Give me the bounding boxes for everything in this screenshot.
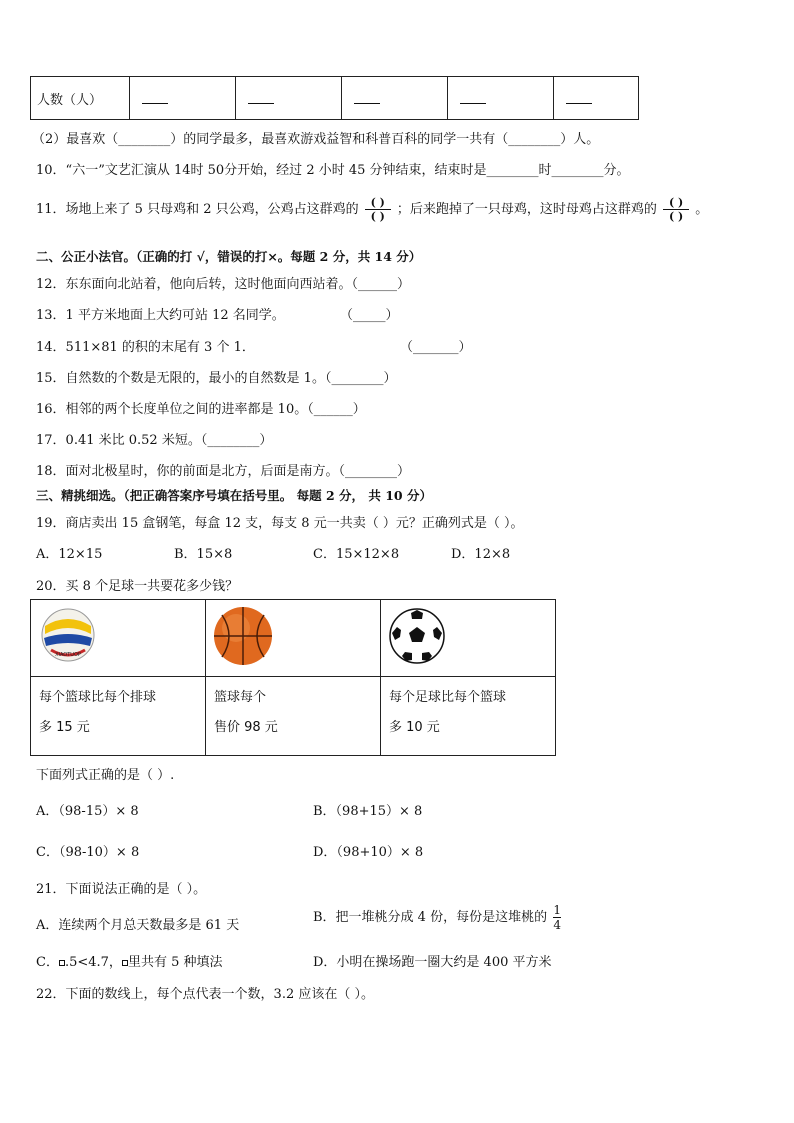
fraction-denominator: 4 (553, 918, 562, 932)
question-14: 14．511×81 的积的末尾有 3 个 1． (36, 340, 255, 355)
ball-info-line: 售价 98 元 (214, 720, 278, 735)
question-12: 12．东东面向北站着，他向后转，这时他面向西站着。（______） (36, 277, 411, 292)
question-20-option-b: B．（98+15）× 8 (313, 804, 423, 819)
fraction-numerator: 1 (553, 903, 562, 917)
fraction-blank (663, 196, 689, 223)
question-21-option-c-text: .5<4.7， (64, 955, 122, 970)
question-19-option-c: C．15×12×8 (313, 547, 400, 562)
question-21-option-b-text: B．把一堆桃分成 4 份，每份是这堆桃的 (313, 910, 548, 925)
question-20-option-a: A．（98-15）× 8 (36, 804, 139, 819)
question-19: 19．商店卖出 15 盒钢笔，每盒 12 支，每支 8 元一共卖（ ）元？正确列式是（ ）。 (36, 516, 524, 531)
fraction-one-quarter (553, 903, 561, 932)
question-21-option-c-text: 里共有 5 种填法 (127, 955, 223, 970)
question-16: 16．相邻的两个长度单位之间的进率都是 10。（______） (36, 402, 366, 417)
section-2-heading: 二、公正小法官。（正确的打 √，错误的打×。每题 2 分，共 14 分） (36, 249, 422, 264)
ball-image-cell (206, 600, 381, 677)
question-22: 22．下面的数线上，每个点代表一个数，3.2 应该在（ ）。 (36, 987, 374, 1002)
question-15: 15．自然数的个数是无限的，最小的自然数是 1。（________） (36, 371, 397, 386)
ball-info-cell (381, 677, 556, 756)
ball-price-table (30, 599, 556, 756)
ball-info-cell (31, 677, 206, 756)
table-blank-cell (130, 77, 236, 120)
question-17: 17．0.41 米比 0.52 米短。（________） (36, 433, 273, 448)
question-18: 18．面对北极星时，你的前面是北方，后面是南方。（________） (36, 464, 411, 479)
question-20-option-c: C．（98-10）× 8 (36, 845, 140, 860)
volleyball-icon (31, 600, 197, 672)
ball-info-cell (206, 677, 381, 756)
question-11-text-1: 11．场地上来了 5 只母鸡和 2 只公鸡，公鸡占这群鸡的 (36, 202, 359, 217)
ball-info-line: 多 15 元 (39, 720, 90, 735)
question-20-option-d: D．（98+10）× 8 (313, 845, 424, 860)
question-13: 13．1 平方米地面上大约可站 12 名同学。 (36, 308, 285, 323)
question-11 (36, 196, 708, 223)
volleyball-logo-text: XIAOTUOP (55, 652, 81, 658)
fraction-numerator: ( ) (668, 196, 684, 209)
table-blank-cell (236, 77, 342, 120)
question-21-option-d: D．小明在操场跑一圈大约是 400 平方米 (313, 955, 552, 970)
ball-info-line: 篮球每个 (214, 690, 267, 705)
question-21-option-a: A．连续两个月总天数最多是 61 天 (36, 918, 240, 933)
ball-image-cell (381, 600, 556, 677)
fraction-blank (365, 196, 391, 223)
question-14-blank: （_______） (400, 340, 472, 355)
ball-info-line: 每个篮球比每个排球 (39, 690, 157, 705)
ball-info-line: 多 10 元 (389, 720, 440, 735)
fraction-numerator: ( ) (370, 196, 385, 209)
question-11-text-2: ；后来跑掉了一只母鸡，这时母鸡占这群鸡的 (396, 202, 657, 217)
question-13-blank: （_____） (340, 308, 399, 323)
survey-table (30, 76, 639, 120)
question-10: 10．“六一”文艺汇演从 14时 50分开始，经过 2 小时 45 分钟结束，结束时是________时________分。 (36, 163, 630, 178)
question-20-prompt: 下面列式正确的是（ ）. (36, 768, 175, 783)
table-label-cell: 人数（人） (31, 77, 130, 120)
table-blank-cell (342, 77, 448, 120)
question-19-option-a: A．12×15 (36, 547, 103, 562)
ball-info-line: 每个足球比每个篮球 (389, 690, 507, 705)
question-21-option-c (36, 951, 222, 970)
question-19-option-d: D．12×8 (451, 547, 511, 562)
table-blank-cell (554, 77, 639, 120)
question-21-option-b (313, 903, 563, 932)
question-11-text-3: 。 (695, 202, 709, 217)
question-19-option-b: B．15×8 (174, 547, 233, 562)
question-9-2: （2）最喜欢（________）的同学最多，最喜欢游戏益智和科普百科的同学一共有（________）人。 (32, 132, 600, 147)
fraction-denominator: ( ) (668, 210, 684, 223)
question-21: 21．下面说法正确的是（ ）。 (36, 882, 207, 897)
table-blank-cell (448, 77, 554, 120)
question-20: 20．买 8 个足球一共要花多少钱？ (36, 579, 239, 594)
section-3-heading: 三、精挑细选。（把正确答案序号填在括号里。 每题 2 分， 共 10 分） (36, 488, 432, 503)
soccer-ball-icon (381, 600, 547, 672)
question-21-option-c-label: C． (36, 955, 59, 970)
ball-image-cell (31, 600, 206, 677)
fraction-denominator: ( ) (370, 210, 385, 223)
basketball-icon (206, 600, 372, 672)
